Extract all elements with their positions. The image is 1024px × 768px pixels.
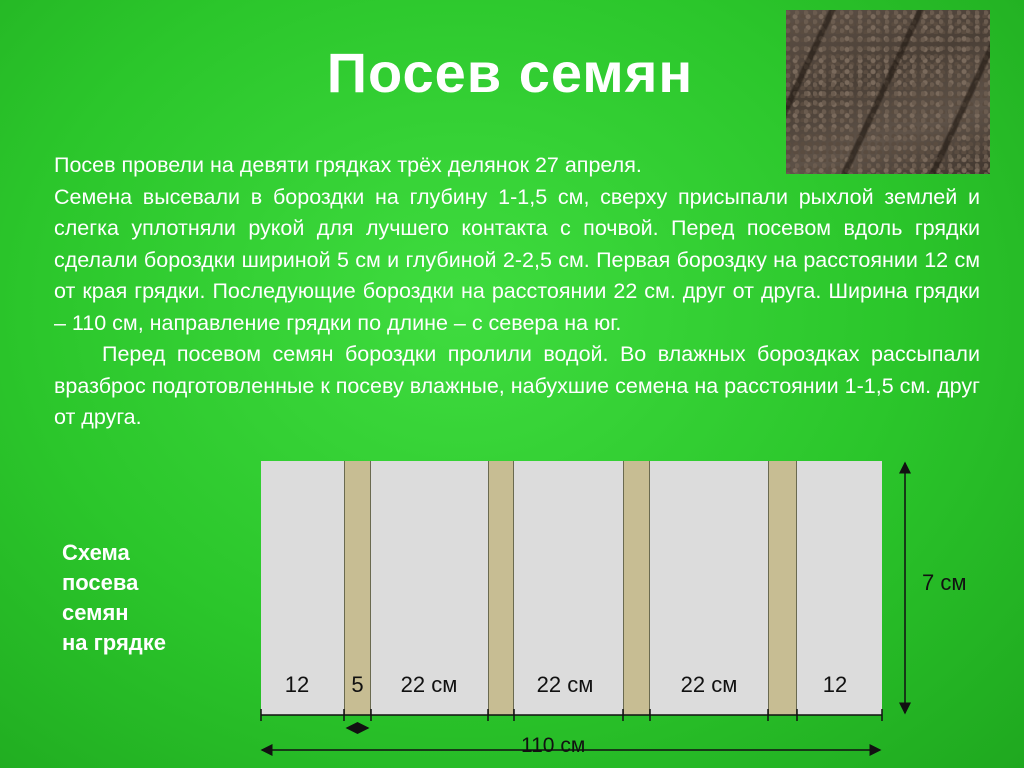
paragraph-watering: Перед посевом семян бороздки пролили водой. Во влажных бороздках рассыпали вразброс подготовленные к посеву влажные, набухшие семена на расстоянии 1-1,5 см. друг от друга. <box>54 342 980 429</box>
scheme-label-line: Схема <box>62 540 130 565</box>
paragraph-intro: Посев провели на девяти грядках трёх делянок 27 апреля. <box>54 153 642 177</box>
segment-label: 22 см <box>536 672 594 697</box>
segment-label: 5 <box>351 672 364 697</box>
width-dimension-label: 110 см <box>521 734 586 757</box>
paragraph-method: Семена высевали в бороздки на глубину 1-1,5 см, сверху присыпали рыхлой землей и слегка уплотняли рукой для лучшего контакта с почвой. Перед посевом вдоль грядки сделали бороздки шириной 5 см и глубиной 2-2,5 см. Первая бороздку на расстоянии 12 см от края грядки. Последующие бороздки на расстоянии 22 см. друг от друга. Ширина грядки – 110 см, направление грядки по длине – с севера на юг. <box>54 184 980 335</box>
segment-label: 22 см <box>680 672 738 697</box>
scheme-label-line: семян <box>62 600 129 625</box>
segment-label: 22 см <box>400 672 458 697</box>
slide-title: Посев семян <box>326 41 694 104</box>
scheme-label-line: посева <box>62 570 139 595</box>
segment-label: 12 <box>284 672 310 697</box>
segment-label: 12 <box>822 672 848 697</box>
height-dimension-label: 7 см <box>922 570 967 595</box>
scheme-label-line: на грядке <box>62 630 166 655</box>
